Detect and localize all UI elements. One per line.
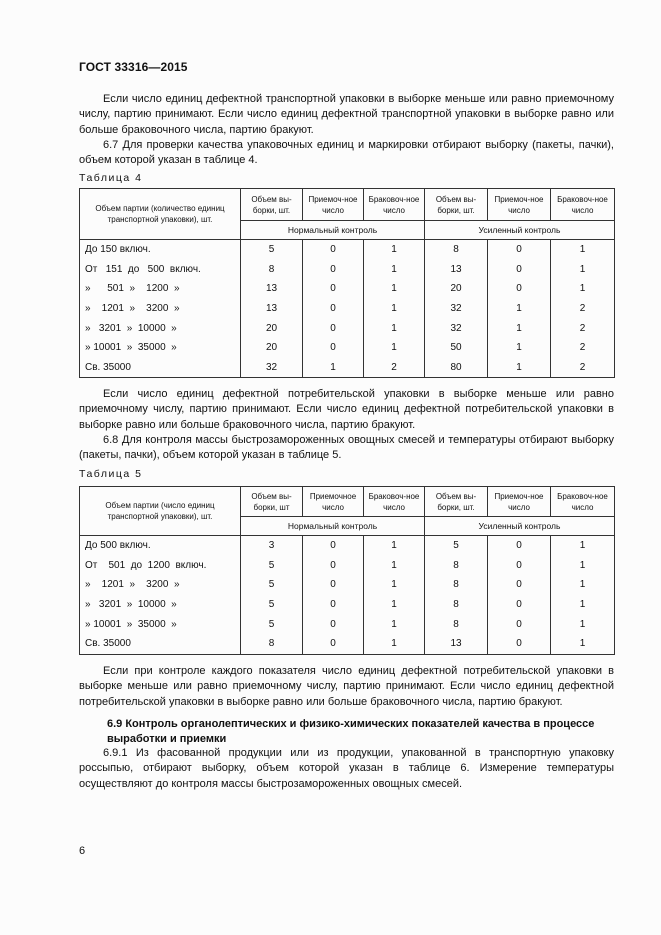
t5-header-accept2: Приемоч-ное число <box>488 487 551 517</box>
t4-header-sample: Объем вы-борки, шт. <box>241 189 303 221</box>
paragraph-6-7: 6.7 Для проверки качества упаковочных единиц и маркировки отбирают выборку (пакеты, пачки), объем которой указан в таблице 4. <box>79 138 614 167</box>
table-cell: 2 <box>551 338 615 358</box>
table-cell: 1 <box>364 575 425 595</box>
table-cell: 5 <box>241 595 303 615</box>
table-cell: 0 <box>488 634 551 654</box>
paragraph-block-4 <box>79 746 614 792</box>
paragraph-6-9-1: 6.9.1 Из фасованной продукции или из продукции, упакованной в транспортную упаковку россыпью, отбирают выборку, объем которой указан в таблице 6. Измерение температуры осуществляют до контроля массы быстрозамороженных овощных смесей. <box>79 747 614 790</box>
document-header: ГОСТ 33316—2015 <box>79 60 188 74</box>
table-cell: 8 <box>425 575 488 595</box>
table-cell: 2 <box>364 358 425 378</box>
table-cell: 1 <box>364 318 425 338</box>
table-cell: 8 <box>425 595 488 615</box>
table-cell: 1 <box>364 240 425 260</box>
table-row <box>80 279 615 299</box>
lot-size-cell: » 501 » 1200 » <box>80 279 241 299</box>
table-cell: 80 <box>425 358 488 378</box>
table-row <box>80 614 615 634</box>
table-row <box>80 556 615 576</box>
lot-size-cell: » 1201 » 3200 » <box>80 299 241 319</box>
table-cell: 32 <box>241 358 303 378</box>
table-cell: 32 <box>425 299 488 319</box>
table-cell: 0 <box>303 240 364 260</box>
paragraph-block-2 <box>79 387 614 463</box>
t5-header-normal: Нормальный контроль <box>241 517 425 536</box>
table-cell: 0 <box>488 279 551 299</box>
table-cell: 0 <box>488 536 551 556</box>
table-cell: 0 <box>303 575 364 595</box>
table-cell: 0 <box>488 556 551 576</box>
paragraph-block-1 <box>79 92 614 168</box>
table-cell: 1 <box>364 279 425 299</box>
table-cell: 1 <box>551 240 615 260</box>
t5-header-lot: Объем партии (число единиц транспортной упаковки), шт. <box>80 487 241 536</box>
table-cell: 5 <box>425 536 488 556</box>
table-cell: 0 <box>488 260 551 280</box>
table-row <box>80 575 615 595</box>
table-cell: 0 <box>303 299 364 319</box>
t5-header-reject2: Браковоч-ное число <box>551 487 615 517</box>
table-cell: 1 <box>551 556 615 576</box>
table-cell: 1 <box>551 260 615 280</box>
table-row <box>80 358 615 378</box>
table-cell: 0 <box>488 575 551 595</box>
table-cell: 32 <box>425 318 488 338</box>
lot-size-cell: От 151 до 500 включ. <box>80 260 241 280</box>
table-cell: 0 <box>303 595 364 615</box>
table-cell: 0 <box>303 338 364 358</box>
table-cell: 13 <box>241 279 303 299</box>
table-cell: 1 <box>488 299 551 319</box>
table-cell: 1 <box>364 299 425 319</box>
table-cell: 50 <box>425 338 488 358</box>
table-cell: 8 <box>425 556 488 576</box>
t5-header-reject: Браковоч-ное число <box>364 487 425 517</box>
t5-header-tight: Усиленный контроль <box>425 517 615 536</box>
table-cell: 20 <box>241 338 303 358</box>
t4-header-reject2: Браковоч-ное число <box>551 189 615 221</box>
table-cell: 1 <box>488 358 551 378</box>
table-cell: 0 <box>303 614 364 634</box>
table-cell: 1 <box>551 575 615 595</box>
table-cell: 0 <box>303 279 364 299</box>
page-number: 6 <box>79 845 86 857</box>
table-cell: 1 <box>364 338 425 358</box>
section-6-9-heading: 6.9 Контроль органолептических и физико-химических показателей качества в процессе выработки и приемки <box>107 718 595 745</box>
lot-size-cell: » 10001 » 35000 » <box>80 614 241 634</box>
table-cell: 0 <box>303 318 364 338</box>
paragraph-transport-defects: Если число единиц дефектной транспортной упаковки в выборке меньше или равно приемочному числу, партию принимают. Если число единиц дефектной транспортной упаковки в выборке равно или больше браковочного числа, партию бракуют. <box>79 93 614 136</box>
lot-size-cell: До 150 включ. <box>80 240 241 260</box>
table-cell: 2 <box>551 299 615 319</box>
table-cell: 0 <box>488 240 551 260</box>
table-row <box>80 338 615 358</box>
table-cell: 8 <box>241 260 303 280</box>
table-row <box>80 318 615 338</box>
table-cell: 1 <box>551 536 615 556</box>
paragraph-block-3 <box>79 664 614 710</box>
table-cell: 13 <box>425 634 488 654</box>
table-cell: 1 <box>488 338 551 358</box>
lot-size-cell: От 501 до 1200 включ. <box>80 556 241 576</box>
table-cell: 1 <box>364 536 425 556</box>
t5-header-sample2: Объем вы-борки, шт. <box>425 487 488 517</box>
table-cell: 0 <box>303 260 364 280</box>
paragraph-6-8: 6.8 Для контроля массы быстрозамороженных овощных смесей и температуры отбирают выборку (пакеты, пачки), объем которой указан в таблице 5. <box>79 433 614 462</box>
table-cell: 1 <box>303 358 364 378</box>
table-5-label: Таблица 5 <box>79 468 143 480</box>
table-row <box>80 260 615 280</box>
lot-size-cell: Св. 35000 <box>80 634 241 654</box>
table-5-body <box>80 536 615 655</box>
table-cell: 8 <box>425 614 488 634</box>
table-cell: 8 <box>425 240 488 260</box>
table-cell: 20 <box>241 318 303 338</box>
table-cell: 0 <box>303 536 364 556</box>
table-cell: 1 <box>551 279 615 299</box>
table-cell: 1 <box>364 634 425 654</box>
table-row <box>80 240 615 260</box>
table-cell: 1 <box>364 614 425 634</box>
table-4 <box>79 188 615 378</box>
table-cell: 5 <box>241 614 303 634</box>
table-cell: 0 <box>488 595 551 615</box>
lot-size-cell: » 3201 » 10000 » <box>80 595 241 615</box>
table-cell: 20 <box>425 279 488 299</box>
lot-size-cell: » 1201 » 3200 » <box>80 575 241 595</box>
t4-header-sample2: Объем вы-борки, шт. <box>425 189 488 221</box>
table-cell: 1 <box>551 595 615 615</box>
table-row <box>80 634 615 654</box>
table-row <box>80 299 615 319</box>
table-cell: 0 <box>488 614 551 634</box>
table-cell: 1 <box>364 595 425 615</box>
table-cell: 1 <box>364 556 425 576</box>
t4-header-accept2: Приемоч-ное число <box>488 189 551 221</box>
t5-header-sample: Объем вы-борки, шт <box>241 487 303 517</box>
table-cell: 1 <box>488 318 551 338</box>
t4-header-accept: Приемоч-ное число <box>303 189 364 221</box>
table-cell: 2 <box>551 358 615 378</box>
table-cell: 8 <box>241 634 303 654</box>
table-cell: 1 <box>364 260 425 280</box>
table-cell: 0 <box>303 634 364 654</box>
table-5 <box>79 486 615 655</box>
table-4-body <box>80 240 615 378</box>
table-cell: 5 <box>241 575 303 595</box>
table-cell: 2 <box>551 318 615 338</box>
lot-size-cell: До 500 включ. <box>80 536 241 556</box>
paragraph-consumer-defects: Если число единиц дефектной потребительской упаковки в выборке меньше или равно приемочному числу, партию принимают. Если число единиц дефектной потребительской упаковки в выборке равно или больше браковочного числа, партию бракуют. <box>79 388 614 431</box>
lot-size-cell: » 3201 » 10000 » <box>80 318 241 338</box>
table-cell: 1 <box>551 614 615 634</box>
table-4-label: Таблица 4 <box>79 172 143 184</box>
table-row <box>80 536 615 556</box>
t4-header-normal: Нормальный контроль <box>241 221 425 240</box>
t4-header-reject: Браковоч-ное число <box>364 189 425 221</box>
table-cell: 13 <box>425 260 488 280</box>
t4-header-lot: Объем партии (количество единиц транспортной упаковки), шт. <box>80 189 241 240</box>
table-row <box>80 595 615 615</box>
lot-size-cell: Св. 35000 <box>80 358 241 378</box>
t4-header-tight: Усиленный контроль <box>425 221 615 240</box>
paragraph-each-indicator: Если при контроле каждого показателя число единиц дефектной потребительской упаковки в выборке меньше или равно приемочному числу, партию принимают. Если число единиц дефектной потребительской упаковки в выборке равно или больше браковочного числа, партию бракуют. <box>79 665 614 708</box>
table-cell: 5 <box>241 556 303 576</box>
t5-header-accept: Приемочное число <box>303 487 364 517</box>
lot-size-cell: » 10001 » 35000 » <box>80 338 241 358</box>
table-cell: 13 <box>241 299 303 319</box>
table-cell: 3 <box>241 536 303 556</box>
table-cell: 0 <box>303 556 364 576</box>
table-cell: 1 <box>551 634 615 654</box>
table-cell: 5 <box>241 240 303 260</box>
